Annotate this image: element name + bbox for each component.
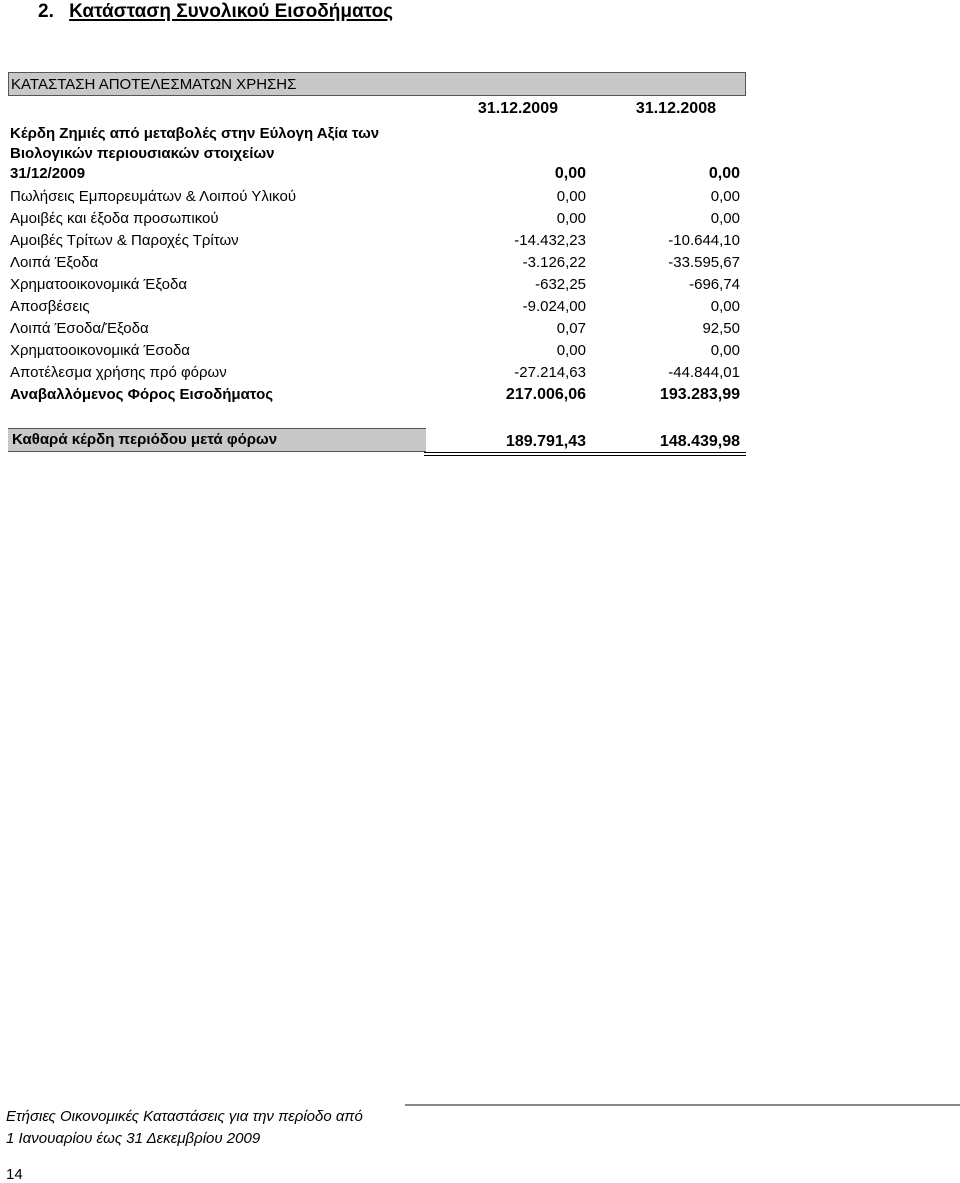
value-2009: -27.214,63 [514, 364, 586, 381]
section-title: Κατάσταση Συνολικού Εισοδήματος [69, 1, 394, 22]
pretax-result-row [8, 384, 746, 406]
table-row [8, 252, 746, 274]
section-number: 2. [38, 1, 54, 22]
value-2009: 0,00 [554, 165, 586, 182]
row-label: Χρηματοοικονομικά Έσοδα [10, 342, 190, 359]
row-label: Αναβαλλόμενος Φόρος Εισοδήματος [10, 386, 274, 403]
row-label: Αμοιβές Τρίτων & Παροχές Τρίτων [10, 232, 239, 249]
row-label: Λοιπά Έσοδα/Έξοδα [10, 320, 149, 337]
value-2008: 0,00 [710, 342, 740, 359]
income-statement-table [8, 72, 746, 452]
value-2009: 217.006,06 [505, 386, 586, 403]
bio-label: Κέρδη Ζημιές από μεταβολές στην Εύλογη Αξία των Βιολογικών περιουσιακών στοιχείων [10, 125, 380, 162]
value-2008: 0,00 [710, 188, 740, 205]
table-row [8, 318, 746, 340]
row-label: Πωλήσεις Εμπορευμάτων & Λοιπού Υλικού [10, 188, 297, 205]
value-2008: -10.644,10 [668, 232, 740, 249]
value-2009: 0,00 [556, 342, 586, 359]
biological-assets-row [8, 122, 746, 186]
value-2008: 0,00 [710, 298, 740, 315]
document-footer [6, 1106, 363, 1150]
value-2009: -14.432,23 [514, 232, 586, 249]
value-2009: 189.791,43 [505, 433, 586, 450]
table-row [8, 406, 746, 428]
value-2008: 92,50 [702, 320, 740, 337]
value-2008: 193.283,99 [659, 386, 740, 403]
value-2008: 148.439,98 [659, 433, 740, 450]
table-row [8, 340, 746, 362]
table-row [8, 208, 746, 230]
table-row [8, 186, 746, 208]
section-heading [38, 0, 393, 26]
value-2009: -9.024,00 [522, 298, 586, 315]
column-header-2009: 31.12.2009 [477, 100, 558, 117]
page-number: 14 [6, 1166, 23, 1183]
footer-line-2: 1 Ιανουαρίου έως 31 Δεκεμβρίου 2009 [6, 1130, 261, 1147]
table-banner: ΚΑΤΑΣΤΑΣΗ ΑΠΟΤΕΛΕΣΜΑΤΩΝ ΧΡΗΣΗΣ [8, 72, 746, 96]
table-row [8, 296, 746, 318]
column-header-2008: 31.12.2008 [635, 100, 716, 117]
table-row [8, 362, 746, 384]
row-label: Αμοιβές και έξοδα προσωπικού [10, 210, 219, 227]
double-underline-bottom [424, 455, 746, 456]
value-2009: 0,07 [556, 320, 586, 337]
value-2008: 0,00 [708, 165, 740, 182]
value-2009: 0,00 [556, 210, 586, 227]
value-2009: -3.126,22 [522, 254, 586, 271]
value-2008: -33.595,67 [668, 254, 740, 271]
row-label: Χρηματοοικονομικά Έξοδα [10, 276, 187, 293]
column-header-row [8, 96, 746, 122]
value-2008: -44.844,01 [668, 364, 740, 381]
footer-divider [405, 1104, 960, 1106]
row-label: Αποσβέσεις [10, 298, 90, 315]
table-row [8, 274, 746, 296]
value-2009: -632,25 [535, 276, 586, 293]
row-label: Αποτέλεσμα χρήσης πρό φόρων [10, 364, 227, 381]
double-underline-top [424, 452, 746, 453]
footer-line-1: Ετήσιες Οικονομικές Καταστάσεις για την περίοδο από [6, 1108, 363, 1125]
value-2008: 0,00 [710, 210, 740, 227]
row-label: Καθαρά κέρδη περιόδου μετά φόρων [12, 431, 278, 448]
value-2008: -696,74 [689, 276, 740, 293]
net-profit-row [8, 428, 746, 452]
row-label [10, 124, 430, 184]
bio-date-label: 31/12/2009 [10, 165, 86, 182]
row-label: Λοιπά Έξοδα [10, 254, 99, 271]
value-2009: 0,00 [556, 188, 586, 205]
table-row [8, 230, 746, 252]
